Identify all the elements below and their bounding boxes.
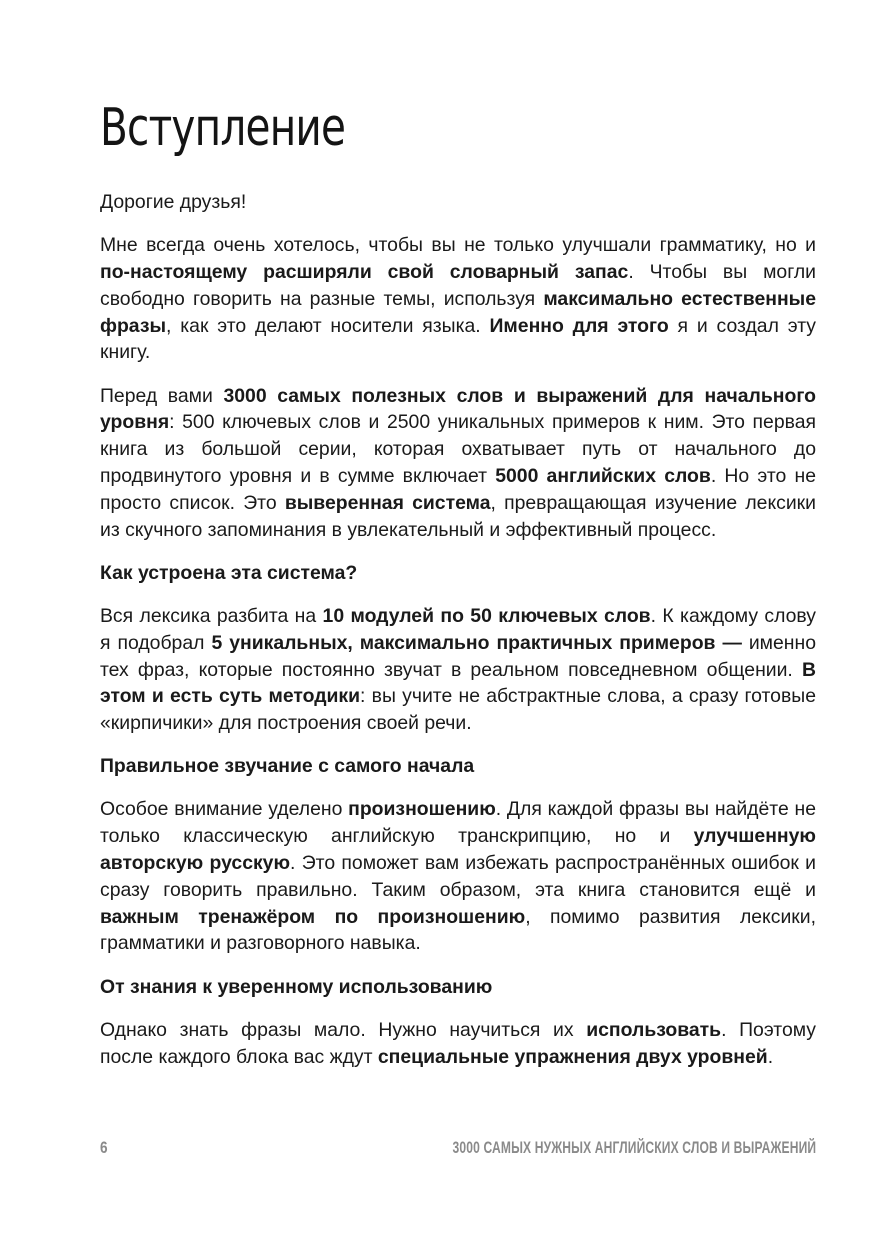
text-run: . Чтобы вы могли свободно говорить на разные темы, используя bbox=[100, 260, 816, 310]
section-heading-pronunciation: Правильное звучание с самого начала bbox=[100, 755, 475, 778]
pronunciation-paragraph bbox=[100, 796, 816, 957]
text-run: . bbox=[767, 1045, 774, 1068]
bold-run: выверенная система bbox=[284, 491, 491, 514]
bold-run: важным тренажёром по произношению bbox=[100, 905, 526, 928]
section-heading-system: Как устроена эта система? bbox=[100, 561, 358, 584]
text-run: , как это делают носители языка. bbox=[166, 314, 490, 337]
bold-run: максимально естественные фразы bbox=[100, 287, 817, 337]
text-run: , превращающая изучение лексики из скучного запоминания в увлекательный и эффективный процесс. bbox=[100, 491, 816, 541]
text-run: Особое внимание уделено bbox=[100, 798, 349, 821]
section-heading-usage: От знания к уверенному использованию bbox=[100, 975, 493, 998]
text-run: . Но это не просто список. Это bbox=[100, 464, 816, 514]
system-paragraph bbox=[100, 603, 816, 737]
bold-run: использовать bbox=[586, 1018, 722, 1041]
text-run: : 500 ключевых слов и 2500 уникальных примеров к ним. Это первая книга из большой серии, которая охватывает путь от начального до продвинутого уровня и в сумме включает bbox=[100, 411, 816, 487]
book-overview-paragraph bbox=[100, 383, 816, 544]
text-run: , помимо развития лексики, грамматики и разговорного навыка. bbox=[100, 905, 816, 955]
text-run: именно тех фраз, которые постоянно звучат в реальном повседневном общении. bbox=[100, 631, 816, 681]
text-run: Однако знать фразы мало. Нужно научиться их bbox=[100, 1018, 587, 1041]
bold-run: 5000 английских слов bbox=[495, 464, 711, 487]
text-run: . К каждому слову я подобрал bbox=[100, 604, 816, 654]
running-title: 3000 САМЫХ НУЖНЫХ АНГЛИЙСКИХ СЛОВ И ВЫРАЖЕНИЙ bbox=[452, 1138, 816, 1157]
usage-paragraph bbox=[100, 1017, 816, 1071]
text-run: . Это поможет вам избежать распространённых ошибок и сразу говорить правильно. Таким образом, эта книга становится ещё и bbox=[100, 852, 816, 901]
bold-run: специальные упражнения двух уровней bbox=[377, 1045, 768, 1068]
bold-run: улучшенную авторскую русскую bbox=[100, 825, 816, 875]
chapter-title: Вступление bbox=[100, 98, 346, 158]
text-run: Перед вами bbox=[100, 384, 224, 407]
text-run: я и создал эту книгу. bbox=[100, 314, 816, 364]
bold-run: 5 уникальных, максимально практичных примеров — bbox=[211, 631, 742, 654]
chapter-body bbox=[100, 189, 816, 1087]
bold-run: 10 модулей по 50 ключевых слов bbox=[322, 604, 651, 627]
bold-run: по-настоящему расширяли свой словарный запас bbox=[100, 260, 629, 283]
intro-paragraph bbox=[100, 232, 816, 366]
text-run: Мне всегда очень хотелось, чтобы вы не только улучшали грамматику, но и bbox=[100, 234, 816, 257]
bold-run: 3000 самых полезных слов и выражений для начального уровня bbox=[100, 384, 817, 434]
page-footer bbox=[100, 1136, 816, 1160]
text-run: Вся лексика разбита на bbox=[100, 604, 323, 627]
greeting-paragraph: Дорогие друзья! bbox=[100, 191, 247, 213]
bold-run: произношению bbox=[348, 798, 496, 821]
text-run: : вы учите не абстрактные слова, а сразу готовые «кирпичики» для построения своей речи. bbox=[100, 685, 816, 735]
bold-run: В этом и есть суть методики bbox=[100, 658, 816, 708]
text-run: . Для каждой фразы вы найдёте не только классическую английскую транскрипцию, но и bbox=[100, 798, 816, 848]
bold-run: Именно для этого bbox=[489, 314, 669, 337]
text-run: . Поэтому после каждого блока вас ждут bbox=[100, 1018, 817, 1068]
page-number: 6 bbox=[100, 1138, 108, 1157]
